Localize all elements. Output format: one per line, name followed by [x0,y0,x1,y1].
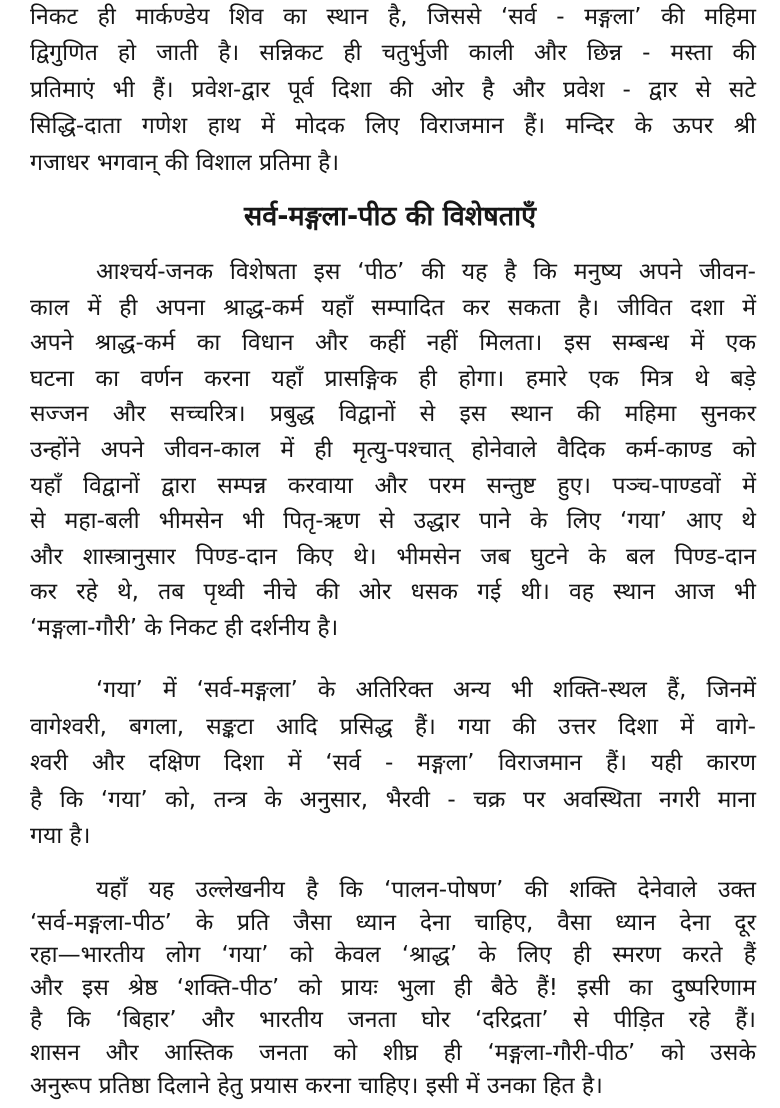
text-line: काल में ही अपना श्राद्ध-कर्म यहाँ सम्पादित कर सकता है। जीवित दशा में [30,294,756,321]
text-line: अनुरूप प्रतिष्ठा दिलाने हेतु प्रयास करना चाहिए। इसी में उनका हित है। [30,1072,603,1099]
text-line: सिद्धि-दाता गणेश हाथ में मोदक लिए विराजमान हैं। मन्दिर के ऊपर श्री [30,113,756,140]
text-line: द्विगुणित हो जाती है। सन्निकट ही चतुर्भुजी काली और छिन्न - मस्ता की [30,40,756,67]
text-line: ‘मङ्गला-गौरी’ के निकट ही दर्शनीय है। [30,615,339,641]
text-line: रहा—भारतीय लोग ‘गया’ को केवल ‘श्राद्ध’ के लिए ही स्मरण करते हैं [30,942,756,969]
text-line: घटना का वर्णन करना यहाँ प्रासङ्गिक ही होगा। हमारे एक मित्र थे बड़े [30,365,756,392]
text-line: यहाँ विद्वानों द्वारा सम्पन्न करवाया और परम सन्तुष्ट हुए। पञ्च-पाण्डवों में [30,472,756,499]
text-line: वागेश्वरी, बगला, सङ्कटा आदि प्रसिद्ध हैं। गया की उत्तर दिशा में वागे- [30,713,756,740]
text-line: और शास्त्रानुसार पिण्ड-दान किए थे। भीमसेन जब घुटने के बल पिण्ड-दान [30,543,756,570]
text-line: निकट ही मार्कण्डेय शिव का स्थान है, जिससे ‘सर्व - मङ्गला’ की महिमा [30,4,756,30]
section-heading: सर्व-मङ्गला-पीठ की विशेषताएँ [243,201,537,232]
text-line: सज्जन और सच्चरित्र। प्रबुद्ध विद्वानों से इस स्थान की महिमा सुनकर [30,401,756,428]
text-line: यहाँ यह उल्लेखनीय है कि ‘पालन-पोषण’ की शक्ति देनेवाले उक्त [96,877,756,903]
text-line: श्वरी और दक्षिण दिशा में ‘सर्व - मङ्गला’ विराजमान हैं। यही कारण [30,750,756,776]
text-line: ‘गया’ में ‘सर्व-मङ्गला’ के अतिरिक्त अन्य भी शक्ति-स्थल हैं, जिनमें [96,677,756,703]
text-line: कर रहे थे, तब पृथ्वी नीचे की ओर धसक गई थी। वह स्थान आज भी [30,579,756,606]
text-line: शासन और आस्तिक जनता को शीघ्र ही ‘मङ्गला-गौरी-पीठ’ को उसके [30,1040,756,1066]
text-line: गजाधर भगवान् की विशाल प्रतिमा है। [30,149,340,176]
text-line: और इस श्रेष्ठ ‘शक्ति-पीठ’ को प्रायः भुला ही बैठे हैं! इसी का दुष्परिणाम [30,974,756,1001]
text-line: प्रतिमाएं भी हैं। प्रवेश-द्वार पूर्व दिशा की ओर है और प्रवेश - द्वार से सटे [30,76,756,103]
text-line: अपने श्राद्ध-कर्म का विधान और कहीं नहीं मिलता। इस सम्बन्ध में एक [30,330,756,357]
text-line: ‘सर्व-मङ्गला-पीठ’ के प्रति जैसा ध्यान देना चाहिए, वैसा ध्यान देना दूर [30,909,756,936]
text-line: है कि ‘गया’ को, तन्त्र के अनुसार, भैरवी - चक्र पर अवस्थिता नगरी माना [30,786,756,813]
text-line: उन्होंने अपने जीवन-काल में ही मृत्यु-पश्चात् होनेवाले वैदिक कर्म-काण्ड को [30,437,756,463]
text-line: आश्चर्य-जनक विशेषता इस ‘पीठ’ की यह है कि मनुष्य अपने जीवन- [96,259,756,285]
text-line: है कि ‘बिहार’ और भारतीय जनता घोर ‘दरिद्रता’ से पीड़ित रहे हैं। [30,1007,756,1034]
text-line: से महा-बली भीमसेन भी पितृ-ऋण से उद्धार पाने के लिए ‘गया’ आए थे [30,508,756,535]
text-line: गया है। [30,823,91,849]
